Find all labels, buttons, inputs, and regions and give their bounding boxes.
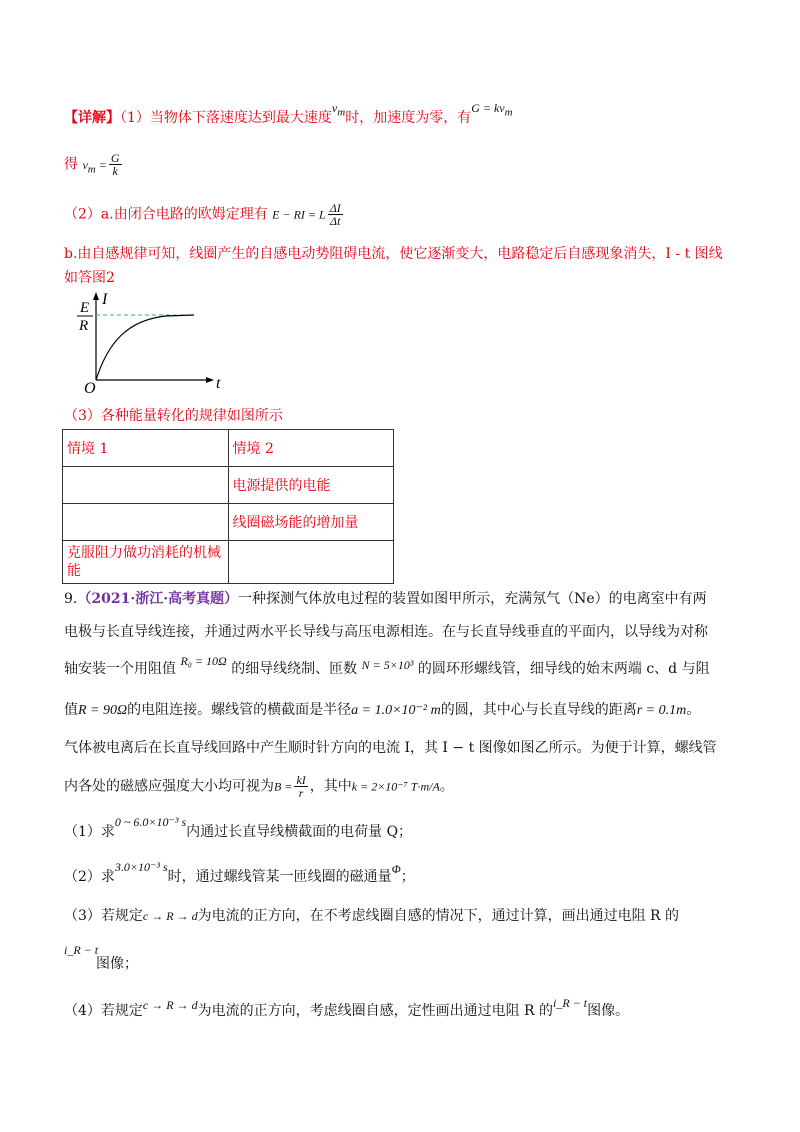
detail-p2-a: （2）a.由闭合电路的欧姆定理有 [64, 206, 268, 223]
s3-d: 图像； [96, 956, 138, 972]
table-cell [228, 541, 394, 584]
table-cell: 线圈磁场能的增加量 [228, 504, 394, 541]
detail-p2-b: b.由自感规律可知，线圈产生的自感电动势阻碍电流，使它逐渐变大，电路稳定后自感现象消失，I - t 图线 [64, 246, 723, 262]
s2-b: 时，通过螺线管某一匝线圈的磁通量 [167, 869, 392, 885]
r0-value: R₀ = 10Ω [180, 654, 227, 668]
vm-eq-frac: $\frac{G}{k}$ [110, 151, 120, 178]
i-t-graph [66, 292, 226, 394]
table-row [63, 541, 394, 584]
detail-line-3 [64, 202, 345, 227]
s4-b: 为电流的正方向，考虑线圈自感，定性画出通过电阻 R 的 [197, 1003, 554, 1019]
phi-symbol: Φ [391, 862, 401, 876]
s2-time: 3.0×10⁻³ s [114, 860, 168, 874]
s2-c: ； [400, 869, 415, 885]
q9-sub-1 [64, 815, 413, 842]
table-row [63, 504, 394, 541]
table-cell: 电源提供的电能 [228, 467, 394, 504]
y-axis-arrow [93, 292, 99, 300]
energy-table [62, 429, 394, 584]
s3-b: 为电流的正方向，在不考虑线圈自感的情况下，通过计算，画出通过电阻 R 的 [197, 908, 680, 924]
x-axis-arrow [206, 377, 214, 383]
detail-p1-b: 时，加速度为零，有 [345, 110, 472, 126]
table-cell: 情境 1 [63, 430, 229, 467]
current-curve [96, 315, 194, 380]
asym-den: R [79, 318, 89, 334]
b-eq-lhs: B = [274, 779, 293, 794]
q9-l3-b: 的细导线绕制、匝数 [231, 661, 358, 677]
table-cell: 克服阻力做功消耗的机械能 [63, 541, 229, 584]
s3-dir: c → R → d [142, 909, 198, 923]
q9-l5: 气体被电离后在长直导线回路中产生顺时针方向的电流 I，其 I − t 图像如图乙所示。为便于计算，螺线管 [64, 740, 717, 756]
q9-source: （2021·浙江·高考真题） [77, 591, 239, 607]
s1-range: 0 ~ 6.0×10⁻³ s [114, 815, 187, 829]
detail-line-1 [64, 101, 513, 132]
q9-l4-c: 的圆，其中心与长直导线的距离 [440, 702, 637, 718]
q9-sub-3 [64, 906, 679, 926]
n-value: N = 5×10³ [361, 658, 414, 672]
s4-d: 图像。 [587, 1003, 630, 1019]
q9-l1: 一种探测气体放电过程的装置如图甲所示，充满氖气（Ne）的电离室中有两 [238, 591, 707, 607]
q9-line-3 [64, 654, 710, 679]
x-label: t [216, 375, 221, 392]
ohm-eq: E − RI = L [272, 207, 326, 222]
table-cell [63, 504, 229, 541]
detail-p2-c: 如答图2 [64, 270, 115, 286]
s3-ir-t: i_R − t [64, 943, 99, 957]
q9-l3-c: 的圆环形螺线管，细导线的始末两端 c、d 与阻 [417, 661, 710, 677]
r-value: R = 90Ω [78, 703, 128, 718]
detail-p3: （3）各种能量转化的规律如图所示 [64, 408, 283, 424]
q9-l2: 电极与长直导线连接，并通过两水平长导线与高压电源相连。在与长直导线垂直的平面内，以导线为对称 [64, 624, 708, 640]
s1-b: 内通过长直导线横截面的电荷量 Q； [186, 824, 413, 840]
q9-l6-d: 。 [439, 778, 454, 795]
rdist-value: r = 0.1m [636, 703, 687, 718]
k-value: k = 2×10⁻⁷ T·m/A [351, 779, 440, 794]
vm-eq: $v_m$ = [82, 157, 107, 175]
s1-a: （1）求 [64, 824, 115, 840]
detail-line-2 [64, 152, 124, 179]
b-eq-frac: $\frac{kI}{r}$ [296, 773, 306, 800]
s3-a: （3）若规定 [64, 908, 143, 924]
origin-label: O [84, 380, 96, 394]
table-row [63, 467, 394, 504]
q9-l4-a: 值 [64, 702, 78, 718]
s4-dir: c → R → d [142, 998, 198, 1012]
s4-ir-t: i_R − t [553, 996, 588, 1010]
q9-line-1 [64, 589, 707, 609]
q9-sub-3b [64, 940, 98, 960]
q9-l3-a: 轴安装一个用阻值 [64, 661, 176, 677]
a-value: a = 1.0×10⁻² m [351, 703, 441, 718]
s4-a: （4）若规定 [64, 1003, 143, 1019]
detail-p1-c: 得 [64, 156, 78, 173]
q9-l6-c: ，其中 [309, 778, 352, 795]
q9-l4-d: 。 [686, 702, 701, 718]
q9-l4-b: 的电阻连接。螺线管的横截面是半径 [127, 702, 352, 718]
s2-a: （2）求 [64, 869, 115, 885]
table-cell: 情境 2 [228, 430, 394, 467]
table-cell [63, 467, 229, 504]
q9-l6-a: 内各处的磁感应强度大小均可视为 [64, 778, 274, 795]
ohm-frac: $\frac{\Delta I}{\Delta t}$ [329, 201, 341, 228]
detail-prefix: 【详解】 [64, 110, 120, 126]
eq-G: $G = kv_m$ [471, 101, 513, 119]
q9-line-6 [64, 774, 454, 799]
vm-symbol: $v_m$ [331, 101, 346, 119]
y-label: I [102, 292, 108, 308]
q9-line-4 [64, 700, 700, 721]
q9-sub-2 [64, 860, 415, 887]
detail-p1-a: （1）当物体下落速度达到最大速度 [120, 110, 332, 126]
q9-sub-4 [64, 996, 630, 1021]
table-header-row [63, 430, 394, 467]
asym-num: E [80, 300, 90, 316]
q9-number: 9. [64, 591, 78, 607]
